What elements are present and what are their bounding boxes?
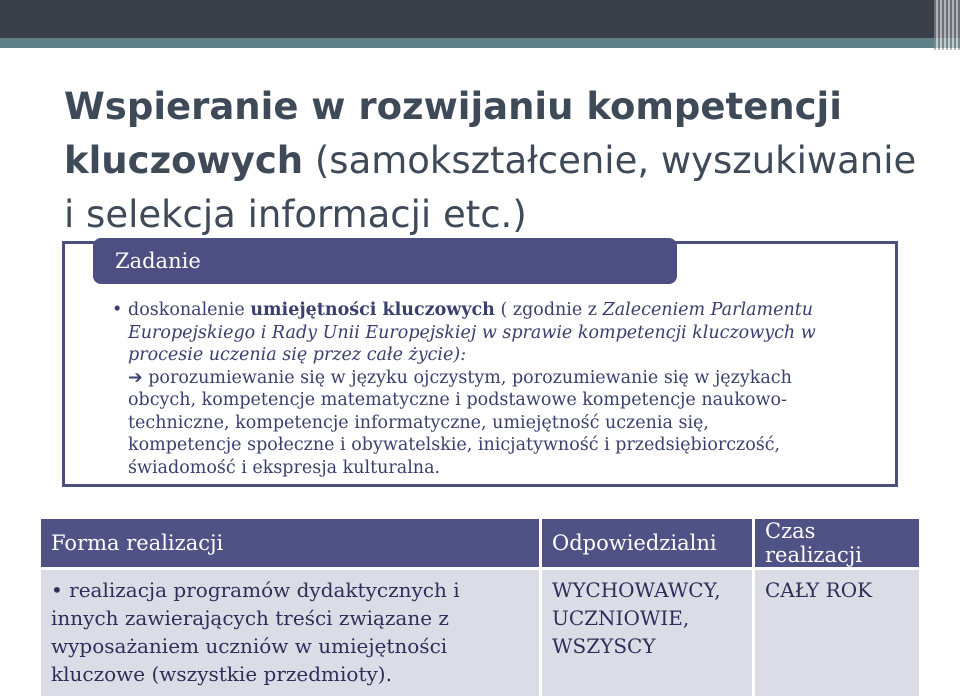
slide-title-bold: Wspieranie w rozwijaniu kompetencji kluczowych [64,85,842,182]
slide-title [64,80,924,242]
cell-time: CAŁY ROK [755,570,919,696]
task-text-bold: umiejętności kluczowych [250,300,495,320]
slide-top-band [0,0,960,38]
column-header-form: Forma realizacji [41,519,539,567]
slide-accent-band [0,38,960,48]
arrow-right-icon: ➔ [128,367,143,388]
table-header-row [41,519,919,567]
column-header-time: Czas realizacji [755,519,919,567]
task-text-italic: Zaleceniem Parlamentu Europejskiego i Rady Unii Europejskiej w sprawie kompetencji kluczowych w procesie uczenia się przez całe życie): [128,300,816,365]
task-heading: Zadanie [93,238,677,284]
bullet-icon: • [112,300,123,320]
task-text-2: ( zgodnie z [494,300,603,320]
task-competences-list: porozumiewanie się w języku ojczystym, porozumiewanie się w językach obcych, kompetencje matematyczne i podstawowe kompetencje naukowo-techniczne, kompetencje informatyczne, umiejętność uczenia się, kompetencje społeczne i obywatelskie, inicjatywność i przedsiębiorczość, świadomość i ekspresja kulturalna. [128,367,792,478]
slide-title-rest: (samokształcenie, wyszukiwanie i selekcja informacji etc.) [64,139,917,236]
column-header-responsible: Odpowiedzialni [542,519,752,567]
task-description [112,299,828,479]
decorative-stripes [934,0,960,50]
table-row [41,570,919,696]
cell-responsible: WYCHOWAWCY, UCZNIOWIE, WSZYSCY [542,570,752,696]
plan-table [38,516,922,699]
task-text-1: doskonalenie [128,300,251,320]
cell-form: • realizacja programów dydaktycznych i innych zawierających treści związane z wyposażaniem uczniów w umiejętności kluczowe (wszystkie przedmioty). [41,570,539,696]
